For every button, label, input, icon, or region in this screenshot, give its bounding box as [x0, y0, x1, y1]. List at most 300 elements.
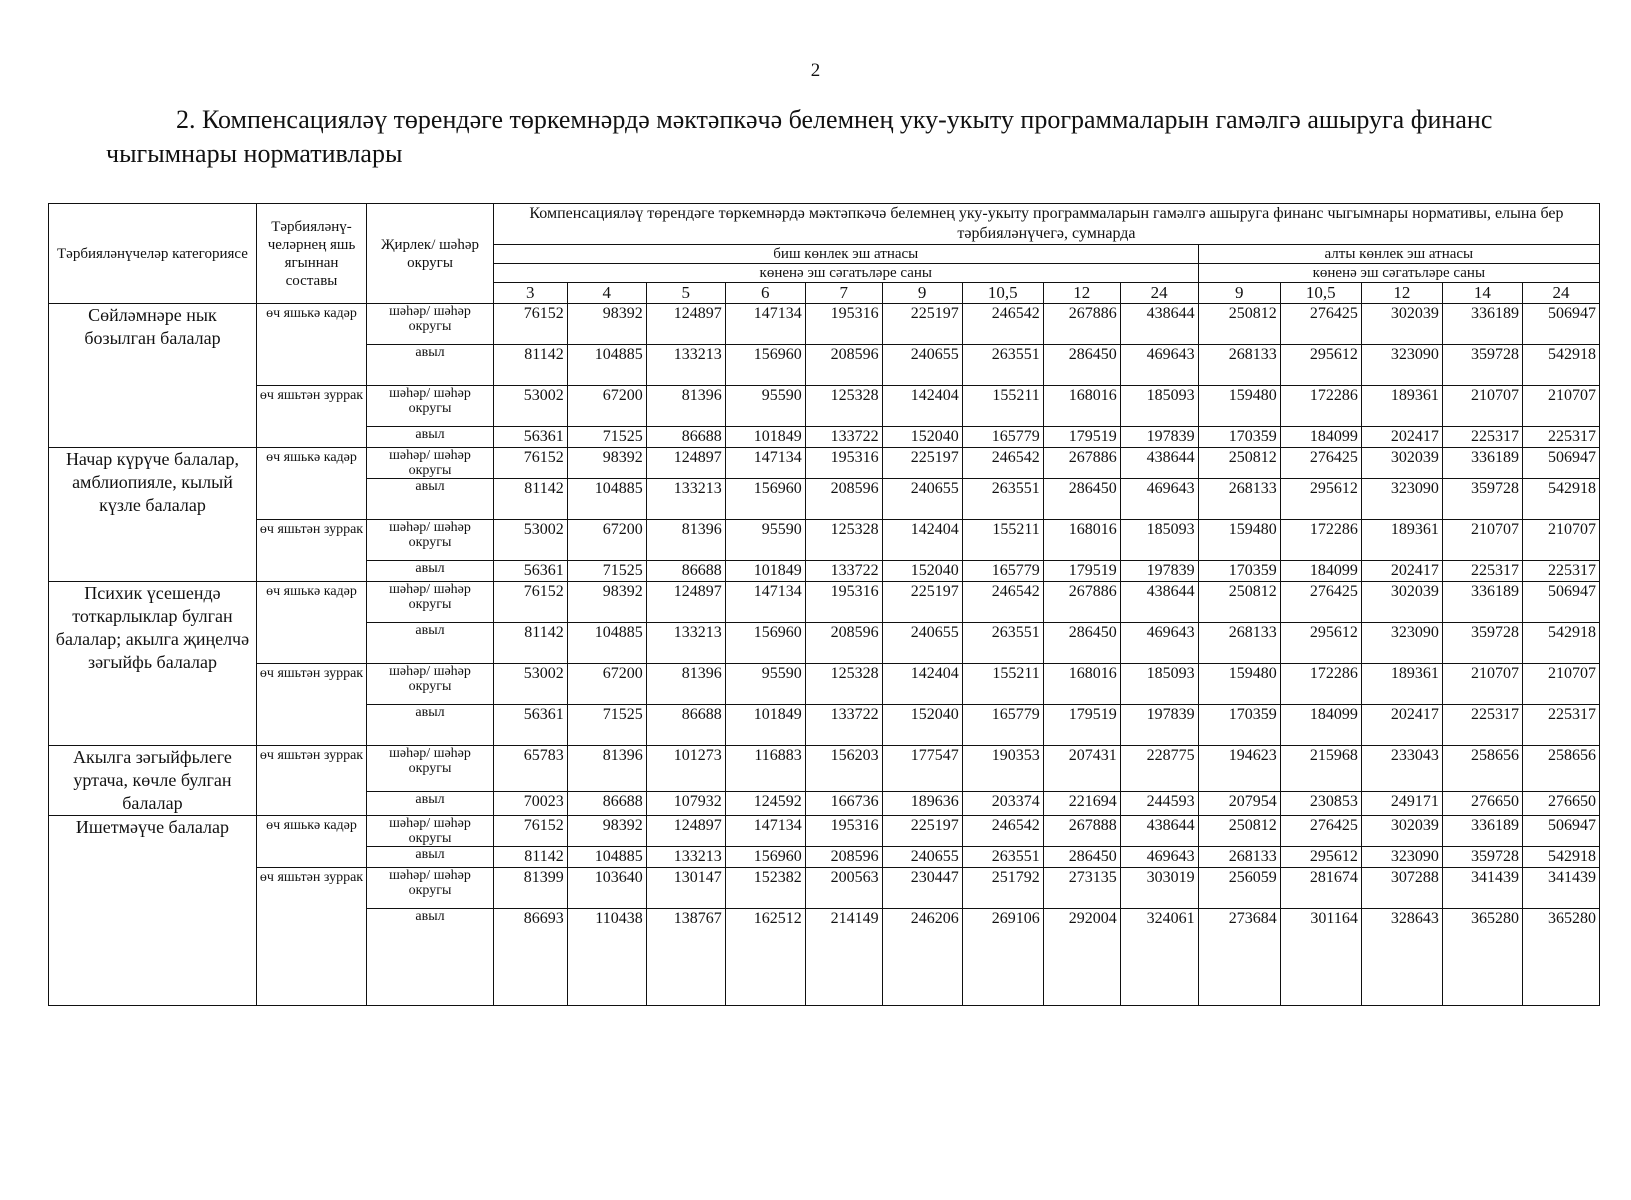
value-cell: 303019	[1120, 868, 1198, 909]
location-cell: авыл	[367, 705, 494, 746]
value-cell: 250812	[1198, 816, 1280, 847]
value-cell: 210707	[1522, 386, 1599, 427]
value-cell: 189636	[882, 792, 962, 816]
value-cell: 101849	[725, 427, 805, 448]
value-cell: 179519	[1043, 561, 1120, 582]
value-cell: 101849	[725, 705, 805, 746]
value-cell: 185093	[1120, 664, 1198, 705]
value-cell: 70023	[493, 792, 567, 816]
value-cell: 256059	[1198, 868, 1280, 909]
value-cell: 76152	[493, 816, 567, 847]
value-cell: 185093	[1120, 386, 1198, 427]
value-cell: 152040	[882, 705, 962, 746]
value-cell: 225197	[882, 304, 962, 345]
value-cell: 81396	[646, 386, 725, 427]
value-cell: 323090	[1361, 479, 1442, 520]
age-cell: өч яшьтән зуррак	[256, 868, 366, 1006]
value-cell: 292004	[1043, 909, 1120, 1006]
value-cell: 98392	[567, 304, 646, 345]
value-cell: 197839	[1120, 561, 1198, 582]
value-cell: 240655	[882, 623, 962, 664]
value-cell: 302039	[1361, 304, 1442, 345]
table-row	[49, 520, 1600, 561]
value-cell: 251792	[962, 868, 1043, 909]
location-cell: шәһәр/ шәһәр округы	[367, 386, 494, 427]
value-cell: 195316	[805, 582, 882, 623]
value-cell: 233043	[1361, 746, 1442, 792]
location-cell: авыл	[367, 427, 494, 448]
value-cell: 170359	[1198, 561, 1280, 582]
value-cell: 67200	[567, 520, 646, 561]
location-cell: авыл	[367, 479, 494, 520]
value-cell: 104885	[567, 623, 646, 664]
value-cell: 152040	[882, 427, 962, 448]
value-cell: 98392	[567, 816, 646, 847]
header-hours-five-day: 12	[1043, 283, 1120, 304]
value-cell: 81396	[567, 746, 646, 792]
value-cell: 210707	[1442, 520, 1522, 561]
value-cell: 359728	[1442, 847, 1522, 868]
value-cell: 172286	[1280, 664, 1361, 705]
value-cell: 276425	[1280, 816, 1361, 847]
value-cell: 359728	[1442, 623, 1522, 664]
value-cell: 124897	[646, 816, 725, 847]
value-cell: 177547	[882, 746, 962, 792]
value-cell: 215968	[1280, 746, 1361, 792]
value-cell: 225317	[1442, 705, 1522, 746]
value-cell: 156960	[725, 623, 805, 664]
value-cell: 210707	[1442, 664, 1522, 705]
value-cell: 273135	[1043, 868, 1120, 909]
value-cell: 195316	[805, 816, 882, 847]
value-cell: 208596	[805, 345, 882, 386]
value-cell: 138767	[646, 909, 725, 1006]
value-cell: 67200	[567, 386, 646, 427]
value-cell: 200563	[805, 868, 882, 909]
value-cell: 56361	[493, 705, 567, 746]
header-hours-six-day: 12	[1361, 283, 1442, 304]
value-cell: 142404	[882, 664, 962, 705]
value-cell: 249171	[1361, 792, 1442, 816]
value-cell: 281674	[1280, 868, 1361, 909]
value-cell: 295612	[1280, 623, 1361, 664]
value-cell: 168016	[1043, 520, 1120, 561]
value-cell: 263551	[962, 479, 1043, 520]
value-cell: 81142	[493, 345, 567, 386]
category-cell: Начар күрүче балалар, амблиопияле, кылый күзле балалар	[49, 448, 257, 582]
value-cell: 98392	[567, 448, 646, 479]
value-cell: 147134	[725, 816, 805, 847]
table-row	[49, 304, 1600, 345]
value-cell: 162512	[725, 909, 805, 1006]
value-cell: 210707	[1522, 664, 1599, 705]
value-cell: 268133	[1198, 345, 1280, 386]
header-hours-five-day: 6	[725, 283, 805, 304]
value-cell: 263551	[962, 623, 1043, 664]
category-cell: Сөйләмнәре нык бозылган балалар	[49, 304, 257, 448]
value-cell: 268133	[1198, 847, 1280, 868]
value-cell: 469643	[1120, 847, 1198, 868]
value-cell: 86688	[646, 561, 725, 582]
value-cell: 81396	[646, 664, 725, 705]
value-cell: 133722	[805, 705, 882, 746]
value-cell: 185093	[1120, 520, 1198, 561]
header-hours-six-day: 14	[1442, 283, 1522, 304]
value-cell: 81142	[493, 847, 567, 868]
value-cell: 328643	[1361, 909, 1442, 1006]
location-cell: авыл	[367, 345, 494, 386]
value-cell: 225197	[882, 816, 962, 847]
header-main: Компенсацияләү төрендәге төркемнәрдә мәктәпкәчә белемнең уку-укыту программаларын гамәлгә ашыруга финанс чыгымнары нормативы, елына бер тәрбияләнүчегә, сумнарда	[493, 204, 1599, 245]
value-cell: 276650	[1442, 792, 1522, 816]
table-row	[49, 816, 1600, 847]
age-cell: өч яшькә кадәр	[256, 816, 366, 868]
value-cell: 542918	[1522, 847, 1599, 868]
table-row	[49, 868, 1600, 909]
value-cell: 147134	[725, 448, 805, 479]
value-cell: 202417	[1361, 561, 1442, 582]
value-cell: 156960	[725, 479, 805, 520]
value-cell: 71525	[567, 427, 646, 448]
value-cell: 124592	[725, 792, 805, 816]
value-cell: 202417	[1361, 427, 1442, 448]
location-cell: шәһәр/ шәһәр округы	[367, 816, 494, 847]
value-cell: 267886	[1043, 582, 1120, 623]
value-cell: 210707	[1442, 386, 1522, 427]
value-cell: 65783	[493, 746, 567, 792]
value-cell: 133722	[805, 561, 882, 582]
location-cell: авыл	[367, 847, 494, 868]
value-cell: 208596	[805, 847, 882, 868]
value-cell: 56361	[493, 561, 567, 582]
value-cell: 81142	[493, 623, 567, 664]
header-hours-six-day: 24	[1522, 283, 1599, 304]
table-row	[49, 746, 1600, 792]
value-cell: 258656	[1442, 746, 1522, 792]
value-cell: 225317	[1442, 427, 1522, 448]
value-cell: 152382	[725, 868, 805, 909]
value-cell: 438644	[1120, 816, 1198, 847]
value-cell: 225197	[882, 448, 962, 479]
value-cell: 267886	[1043, 304, 1120, 345]
value-cell: 506947	[1522, 582, 1599, 623]
value-cell: 156203	[805, 746, 882, 792]
value-cell: 286450	[1043, 847, 1120, 868]
value-cell: 267888	[1043, 816, 1120, 847]
value-cell: 125328	[805, 520, 882, 561]
value-cell: 179519	[1043, 427, 1120, 448]
value-cell: 246206	[882, 909, 962, 1006]
value-cell: 506947	[1522, 304, 1599, 345]
value-cell: 124897	[646, 448, 725, 479]
header-five-day-week: биш көнлек эш атнасы	[493, 245, 1198, 264]
value-cell: 214149	[805, 909, 882, 1006]
value-cell: 76152	[493, 448, 567, 479]
value-cell: 101849	[725, 561, 805, 582]
table-row	[49, 664, 1600, 705]
value-cell: 323090	[1361, 847, 1442, 868]
value-cell: 107932	[646, 792, 725, 816]
value-cell: 336189	[1442, 816, 1522, 847]
value-cell: 130147	[646, 868, 725, 909]
value-cell: 286450	[1043, 623, 1120, 664]
value-cell: 101273	[646, 746, 725, 792]
location-cell: авыл	[367, 623, 494, 664]
value-cell: 133213	[646, 847, 725, 868]
value-cell: 302039	[1361, 582, 1442, 623]
age-cell: өч яшькә кадәр	[256, 448, 366, 520]
value-cell: 195316	[805, 448, 882, 479]
header-hours-five-day: 10,5	[962, 283, 1043, 304]
category-cell: Ишетмәүче балалар	[49, 816, 257, 1006]
value-cell: 81142	[493, 479, 567, 520]
value-cell: 230853	[1280, 792, 1361, 816]
value-cell: 323090	[1361, 623, 1442, 664]
value-cell: 53002	[493, 664, 567, 705]
value-cell: 168016	[1043, 386, 1120, 427]
value-cell: 147134	[725, 582, 805, 623]
value-cell: 125328	[805, 664, 882, 705]
value-cell: 53002	[493, 520, 567, 561]
value-cell: 244593	[1120, 792, 1198, 816]
value-cell: 295612	[1280, 345, 1361, 386]
value-cell: 86688	[646, 705, 725, 746]
value-cell: 103640	[567, 868, 646, 909]
value-cell: 225197	[882, 582, 962, 623]
value-cell: 81396	[646, 520, 725, 561]
value-cell: 184099	[1280, 561, 1361, 582]
value-cell: 110438	[567, 909, 646, 1006]
value-cell: 207954	[1198, 792, 1280, 816]
location-cell: шәһәр/ шәһәр округы	[367, 448, 494, 479]
value-cell: 155211	[962, 520, 1043, 561]
value-cell: 295612	[1280, 479, 1361, 520]
value-cell: 179519	[1043, 705, 1120, 746]
value-cell: 276425	[1280, 582, 1361, 623]
value-cell: 302039	[1361, 816, 1442, 847]
value-cell: 189361	[1361, 664, 1442, 705]
value-cell: 286450	[1043, 479, 1120, 520]
age-cell: өч яшьтән зуррак	[256, 746, 366, 816]
value-cell: 56361	[493, 427, 567, 448]
age-cell: өч яшькә кадәр	[256, 582, 366, 664]
value-cell: 240655	[882, 479, 962, 520]
value-cell: 155211	[962, 664, 1043, 705]
value-cell: 336189	[1442, 582, 1522, 623]
value-cell: 189361	[1361, 386, 1442, 427]
location-cell: шәһәр/ шәһәр округы	[367, 304, 494, 345]
value-cell: 203374	[962, 792, 1043, 816]
value-cell: 104885	[567, 847, 646, 868]
value-cell: 301164	[1280, 909, 1361, 1006]
value-cell: 53002	[493, 386, 567, 427]
header-category: Тәрбияләнүчеләр категориясе	[49, 204, 257, 304]
value-cell: 469643	[1120, 479, 1198, 520]
location-cell: шәһәр/ шәһәр округы	[367, 582, 494, 623]
value-cell: 359728	[1442, 479, 1522, 520]
header-six-day-week: алты көнлек эш атнасы	[1198, 245, 1599, 264]
value-cell: 76152	[493, 582, 567, 623]
value-cell: 230447	[882, 868, 962, 909]
value-cell: 81399	[493, 868, 567, 909]
value-cell: 210707	[1522, 520, 1599, 561]
value-cell: 155211	[962, 386, 1043, 427]
value-cell: 207431	[1043, 746, 1120, 792]
value-cell: 365280	[1522, 909, 1599, 1006]
value-cell: 71525	[567, 561, 646, 582]
location-cell: шәһәр/ шәһәр округы	[367, 664, 494, 705]
value-cell: 276650	[1522, 792, 1599, 816]
location-cell: шәһәр/ шәһәр округы	[367, 520, 494, 561]
page-number: 2	[810, 60, 821, 81]
value-cell: 336189	[1442, 448, 1522, 479]
header-hours-label-six: көненә эш сәгатьләре саны	[1198, 264, 1599, 283]
value-cell: 95590	[725, 664, 805, 705]
value-cell: 184099	[1280, 705, 1361, 746]
value-cell: 307288	[1361, 868, 1442, 909]
value-cell: 197839	[1120, 705, 1198, 746]
age-cell: өч яшьтән зуррак	[256, 386, 366, 448]
value-cell: 168016	[1043, 664, 1120, 705]
value-cell: 159480	[1198, 520, 1280, 561]
value-cell: 246542	[962, 448, 1043, 479]
table-row	[49, 582, 1600, 623]
value-cell: 95590	[725, 386, 805, 427]
value-cell: 124897	[646, 304, 725, 345]
age-cell: өч яшькә кадәр	[256, 304, 366, 386]
value-cell: 86693	[493, 909, 567, 1006]
value-cell: 133722	[805, 427, 882, 448]
value-cell: 506947	[1522, 816, 1599, 847]
table-row	[49, 386, 1600, 427]
value-cell: 156960	[725, 847, 805, 868]
category-cell: Акылга зәгыйфьлеге уртача, көчле булган балалар	[49, 746, 257, 816]
value-cell: 246542	[962, 816, 1043, 847]
value-cell: 142404	[882, 520, 962, 561]
header-hours-six-day: 9	[1198, 283, 1280, 304]
location-cell: шәһәр/ шәһәр округы	[367, 746, 494, 792]
header-location: Җирлек/ шәһәр округы	[367, 204, 494, 304]
value-cell: 133213	[646, 479, 725, 520]
value-cell: 286450	[1043, 345, 1120, 386]
header-age: Тәрбияләнү-челәрнең яшь ягыннан составы	[256, 204, 366, 304]
header-hours-five-day: 5	[646, 283, 725, 304]
value-cell: 276425	[1280, 448, 1361, 479]
value-cell: 124897	[646, 582, 725, 623]
header-hours-five-day: 4	[567, 283, 646, 304]
value-cell: 95590	[725, 520, 805, 561]
value-cell: 269106	[962, 909, 1043, 1006]
value-cell: 469643	[1120, 623, 1198, 664]
age-cell: өч яшьтән зуррак	[256, 664, 366, 746]
value-cell: 250812	[1198, 582, 1280, 623]
value-cell: 336189	[1442, 304, 1522, 345]
value-cell: 165779	[962, 705, 1043, 746]
location-cell: шәһәр/ шәһәр округы	[367, 868, 494, 909]
header-hours-six-day: 10,5	[1280, 283, 1361, 304]
value-cell: 165779	[962, 427, 1043, 448]
value-cell: 225317	[1522, 705, 1599, 746]
value-cell: 71525	[567, 705, 646, 746]
value-cell: 324061	[1120, 909, 1198, 1006]
value-cell: 76152	[493, 304, 567, 345]
value-cell: 98392	[567, 582, 646, 623]
value-cell: 67200	[567, 664, 646, 705]
value-cell: 263551	[962, 345, 1043, 386]
value-cell: 197839	[1120, 427, 1198, 448]
value-cell: 172286	[1280, 520, 1361, 561]
age-cell: өч яшьтән зуррак	[256, 520, 366, 582]
value-cell: 542918	[1522, 345, 1599, 386]
value-cell: 438644	[1120, 448, 1198, 479]
value-cell: 228775	[1120, 746, 1198, 792]
value-cell: 166736	[805, 792, 882, 816]
value-cell: 208596	[805, 479, 882, 520]
value-cell: 323090	[1361, 345, 1442, 386]
value-cell: 116883	[725, 746, 805, 792]
value-cell: 189361	[1361, 520, 1442, 561]
value-cell: 170359	[1198, 427, 1280, 448]
value-cell: 202417	[1361, 705, 1442, 746]
value-cell: 225317	[1442, 561, 1522, 582]
value-cell: 86688	[646, 427, 725, 448]
value-cell: 152040	[882, 561, 962, 582]
value-cell: 225317	[1522, 427, 1599, 448]
header-hours-five-day: 7	[805, 283, 882, 304]
table-row	[49, 448, 1600, 479]
value-cell: 170359	[1198, 705, 1280, 746]
value-cell: 365280	[1442, 909, 1522, 1006]
value-cell: 246542	[962, 304, 1043, 345]
value-cell: 246542	[962, 582, 1043, 623]
value-cell: 225317	[1522, 561, 1599, 582]
value-cell: 295612	[1280, 847, 1361, 868]
value-cell: 104885	[567, 479, 646, 520]
value-cell: 133213	[646, 623, 725, 664]
value-cell: 240655	[882, 345, 962, 386]
value-cell: 172286	[1280, 386, 1361, 427]
header-hours-label-five: көненә эш сәгатьләре саны	[493, 264, 1198, 283]
value-cell: 268133	[1198, 623, 1280, 664]
value-cell: 263551	[962, 847, 1043, 868]
value-cell: 221694	[1043, 792, 1120, 816]
value-cell: 104885	[567, 345, 646, 386]
value-cell: 542918	[1522, 479, 1599, 520]
value-cell: 268133	[1198, 479, 1280, 520]
value-cell: 190353	[962, 746, 1043, 792]
header-hours-five-day: 3	[493, 283, 567, 304]
value-cell: 250812	[1198, 304, 1280, 345]
value-cell: 542918	[1522, 623, 1599, 664]
value-cell: 267886	[1043, 448, 1120, 479]
value-cell: 240655	[882, 847, 962, 868]
value-cell: 125328	[805, 386, 882, 427]
header-hours-five-day: 24	[1120, 283, 1198, 304]
value-cell: 159480	[1198, 386, 1280, 427]
value-cell: 86688	[567, 792, 646, 816]
value-cell: 302039	[1361, 448, 1442, 479]
value-cell: 438644	[1120, 582, 1198, 623]
value-cell: 165779	[962, 561, 1043, 582]
value-cell: 195316	[805, 304, 882, 345]
value-cell: 341439	[1442, 868, 1522, 909]
value-cell: 159480	[1198, 664, 1280, 705]
value-cell: 142404	[882, 386, 962, 427]
value-cell: 184099	[1280, 427, 1361, 448]
value-cell: 133213	[646, 345, 725, 386]
value-cell: 156960	[725, 345, 805, 386]
value-cell: 506947	[1522, 448, 1599, 479]
